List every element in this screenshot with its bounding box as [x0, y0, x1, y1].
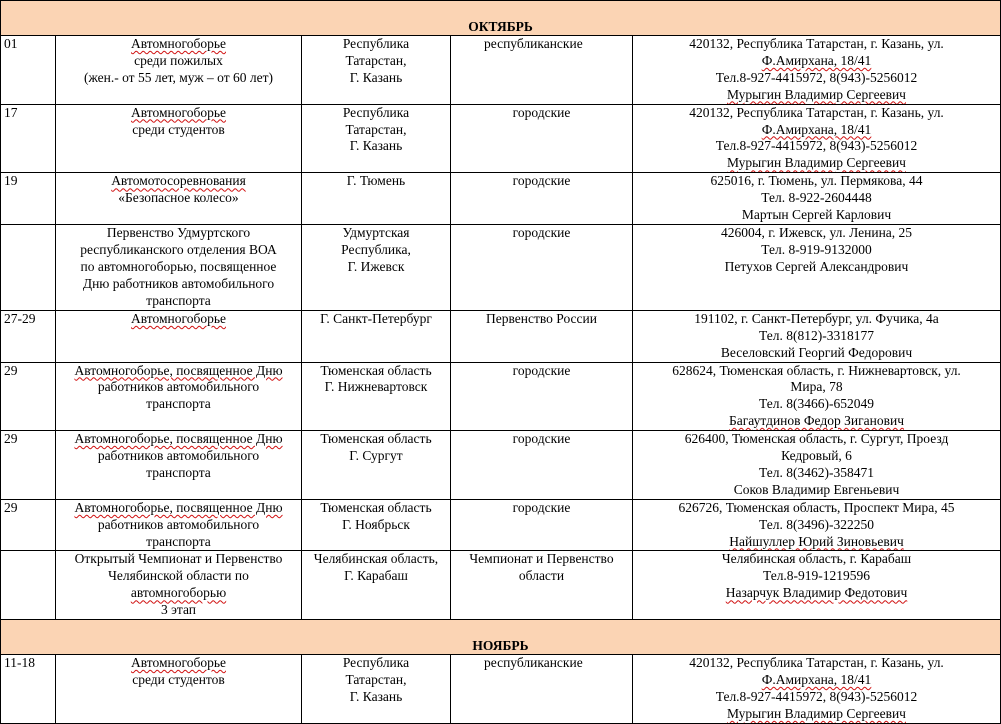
contact-cell: [633, 225, 1001, 311]
contact-line: 426004, г. Ижевск, ул. Ленина, 25: [720, 225, 913, 241]
event-name-line: Автомногоборье, посвященное Дню: [74, 499, 283, 515]
level-cell: республиканские: [451, 36, 633, 105]
date-cell: 11-18: [1, 655, 56, 724]
contact-line: Ф.Амирхана, 18/41: [761, 121, 872, 137]
place-line: Республика: [342, 36, 410, 51]
event-name-line: Автомногоборье: [131, 36, 226, 51]
event-name-line: Автомотосоревнования: [111, 173, 246, 189]
place-line: Тюменская область: [320, 362, 432, 378]
contact-cell: [633, 36, 1001, 105]
place-cell: [302, 551, 451, 620]
event-name-line: работников автомобильного: [97, 448, 260, 464]
date-cell: [1, 551, 56, 620]
event-name-line: работников автомобильного: [97, 516, 260, 532]
contact-line: Челябинская область, г. Карабаш: [721, 551, 912, 567]
event-name-line: (жен.- от 55 лет, муж – от 60 лет): [84, 69, 273, 85]
contact-cell: [633, 104, 1001, 173]
event-name-cell: [56, 173, 302, 225]
event-name-line: автомногоборью: [130, 585, 227, 601]
event-name-line: республиканского отделения ВОА: [80, 242, 277, 258]
place-line: Татарстан,: [345, 121, 407, 137]
contact-line: 420132, Республика Татарстан, г. Казань, ул.: [689, 104, 944, 120]
event-name-line: Автомногоборье, посвященное Дню: [74, 362, 283, 378]
date-cell: [1, 225, 56, 311]
place-line: Татарстан,: [345, 52, 407, 68]
place-line: Удмуртская: [342, 225, 410, 241]
contact-line: Тел. 8(3496)-322250: [759, 516, 874, 532]
contact-line: 626400, Тюменская область, г. Сургут, Проезд: [684, 431, 949, 447]
contact-cell: [633, 362, 1001, 431]
contact-line: Петухов Сергей Александрович: [724, 259, 909, 275]
contact-line: 191102, г. Санкт-Петербург, ул. Фучика, 4а: [694, 310, 939, 326]
event-name-line: транспорта: [146, 464, 211, 480]
contact-line: Ф.Амирхана, 18/41: [761, 672, 872, 687]
event-name-cell: [56, 362, 302, 431]
event-name-line: работников автомобильного: [97, 379, 260, 395]
event-name-line: Челябинской области по: [108, 568, 249, 584]
level-cell: республиканские: [451, 655, 633, 724]
place-cell: [302, 431, 451, 500]
date-cell: 29: [1, 431, 56, 500]
contact-line: Тел. 8-922-2604448: [761, 190, 872, 206]
place-line: Г. Ижевск: [347, 259, 405, 275]
contact-cell: [633, 173, 1001, 225]
place-cell: [302, 36, 451, 105]
table-row: [1, 310, 1001, 362]
level-cell: Первенство России: [451, 310, 633, 362]
level-cell: городские: [451, 173, 633, 225]
level-cell: Чемпионат и Первенство области: [451, 551, 633, 620]
contact-line: Тел. 8(812)-3318177: [759, 327, 874, 343]
place-cell: [302, 173, 451, 225]
event-name-line: по автомногоборью, посвященное: [80, 259, 277, 275]
event-name-line: транспорта: [146, 533, 211, 549]
contact-cell: [633, 499, 1001, 551]
place-line: Челябинская область,: [313, 551, 439, 567]
contact-line: Найшуллер Юрий Зиновьевич: [729, 533, 904, 549]
month-title: ОКТЯБРЬ: [468, 19, 533, 34]
contact-line: 625016, г. Тюмень, ул. Пермякова, 44: [710, 173, 923, 189]
event-name-cell: [56, 655, 302, 724]
place-cell: [302, 310, 451, 362]
contact-line: Мурыгин Владимир Сергеевич: [727, 86, 906, 102]
place-line: Республика,: [341, 242, 411, 258]
event-name-cell: [56, 310, 302, 362]
place-line: Г. Карабаш: [344, 568, 408, 584]
month-title: НОЯБРЬ: [472, 638, 529, 654]
event-name-line: Открытый Чемпионат и Первенство: [74, 551, 283, 567]
level-cell: городские: [451, 104, 633, 173]
contact-line: Кедровый, 6: [781, 448, 852, 464]
event-name-cell: [56, 104, 302, 173]
contact-line: Тел. 8-919-9132000: [761, 242, 872, 258]
place-line: Тюменская область: [320, 431, 432, 447]
place-line: Г. Сургут: [349, 448, 403, 464]
contact-line: Тел.8-919-1219596: [762, 568, 871, 584]
event-name-line: Автомногоборье: [131, 104, 226, 120]
table-row: [1, 225, 1001, 311]
contact-line: Ф.Амирхана, 18/41: [761, 52, 872, 68]
contact-line: Багаутдинов Федор Зиганович: [729, 413, 904, 429]
place-line: Татарстан,: [345, 672, 407, 687]
event-name-line: Первенство Удмуртского: [106, 225, 251, 241]
contact-line: 628624, Тюменская область, г. Нижневартовск, ул.: [672, 362, 961, 378]
event-name-line: Автомногоборье, посвященное Дню: [74, 431, 283, 447]
event-name-line: транспорта: [146, 292, 211, 308]
contact-line: Веселовский Георгий Федорович: [720, 344, 913, 360]
table-row: [1, 173, 1001, 225]
level-cell: городские: [451, 499, 633, 551]
date-cell: 17: [1, 104, 56, 173]
place-line: Г. Тюмень: [346, 173, 406, 189]
contact-line: 420132, Республика Татарстан, г. Казань, ул.: [689, 36, 944, 51]
contact-line: Тел.8-927-4415972, 8(943)-5256012: [715, 69, 918, 85]
event-name-cell: [56, 499, 302, 551]
contact-line: Тел.8-927-4415972, 8(943)-5256012: [715, 688, 918, 704]
level-cell: городские: [451, 362, 633, 431]
contact-cell: [633, 431, 1001, 500]
place-line: Г. Ноябрьск: [342, 516, 410, 532]
event-name-line: среди пожилых: [134, 52, 223, 68]
contact-line: 420132, Республика Татарстан, г. Казань, ул.: [689, 655, 944, 671]
event-name-line: среди студентов: [132, 121, 225, 137]
event-name-line: Автомногоборье: [131, 655, 226, 671]
date-cell: 29: [1, 362, 56, 431]
month-header-november: [1, 620, 1001, 655]
contact-cell: [633, 310, 1001, 362]
place-line: Республика: [342, 655, 410, 671]
event-name-line: «Безопасное колесо»: [118, 190, 239, 206]
contact-line: Мурыгин Владимир Сергеевич: [727, 705, 906, 721]
contact-line: Соков Владимир Евгеньевич: [733, 481, 900, 497]
table-row: [1, 431, 1001, 500]
event-name-line: 3 этап: [160, 602, 197, 618]
date-cell: 01: [1, 36, 56, 105]
place-cell: [302, 104, 451, 173]
date-cell: 29: [1, 499, 56, 551]
event-name-cell: [56, 431, 302, 500]
table-row: [1, 655, 1001, 724]
table-row: [1, 36, 1001, 105]
table-row: [1, 551, 1001, 620]
place-line: Г. Санкт-Петербург: [320, 310, 432, 326]
contact-line: 626726, Тюменская область, Проспект Мира, 45: [678, 499, 955, 515]
place-cell: [302, 499, 451, 551]
place-line: Г. Нижневартовск: [324, 379, 428, 395]
event-name-cell: [56, 225, 302, 311]
level-cell: городские: [451, 431, 633, 500]
place-cell: [302, 362, 451, 431]
event-name-line: Автомногоборье: [131, 310, 226, 326]
place-line: Г. Казань: [349, 688, 403, 704]
event-name-line: транспорта: [146, 396, 211, 412]
table-row: [1, 499, 1001, 551]
event-name-line: Дню работников автомобильного: [82, 275, 275, 291]
contact-line: Тел. 8(3462)-358471: [759, 464, 874, 480]
event-name-line: среди студентов: [132, 672, 225, 687]
place-line: Республика: [342, 104, 410, 120]
place-line: Г. Казань: [349, 69, 403, 85]
event-name-cell: [56, 551, 302, 620]
place-line: Тюменская область: [320, 499, 432, 515]
contact-line: Мурыгин Владимир Сергеевич: [727, 155, 906, 171]
level-cell: городские: [451, 225, 633, 311]
date-cell: 19: [1, 173, 56, 225]
contact-line: Тел. 8(3466)-652049: [759, 396, 874, 412]
event-name-cell: [56, 36, 302, 105]
place-cell: [302, 655, 451, 724]
contact-line: Мира, 78: [790, 379, 843, 395]
contact-line: Тел.8-927-4415972, 8(943)-5256012: [715, 138, 918, 154]
contact-cell: [633, 655, 1001, 724]
table-row: [1, 104, 1001, 173]
contact-line: Назарчук Владимир Федотович: [725, 585, 908, 601]
month-header-october: [1, 1, 1001, 36]
place-line: Г. Казань: [349, 138, 403, 154]
place-cell: [302, 225, 451, 311]
contact-line: Мартын Сергей Карлович: [741, 207, 892, 223]
date-cell: 27-29: [1, 310, 56, 362]
contact-cell: [633, 551, 1001, 620]
table-row: [1, 362, 1001, 431]
